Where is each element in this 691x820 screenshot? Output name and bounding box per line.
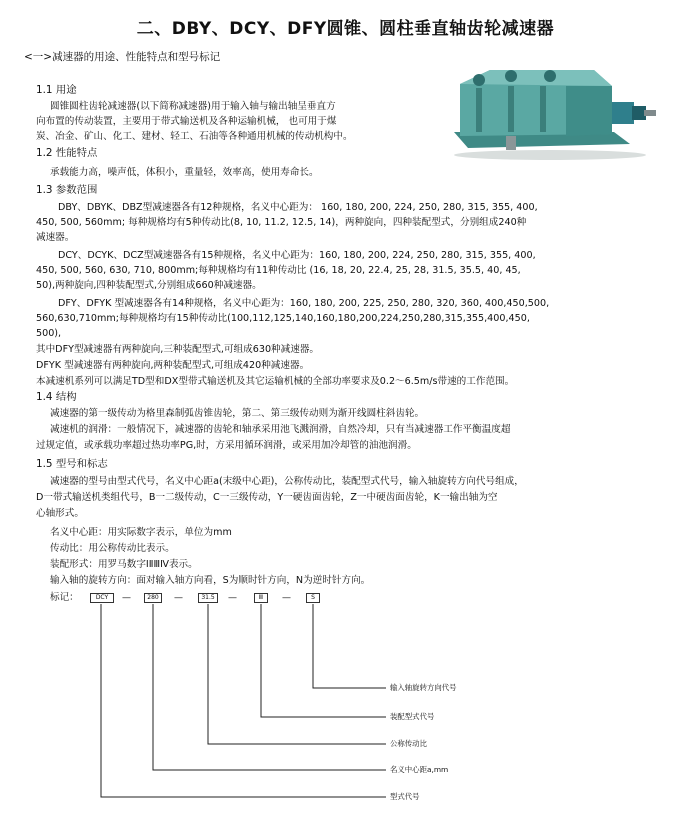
page-title: 二、DBY、DCY、DFY圆锥、圆柱垂直轴齿轮减速器 (136, 19, 555, 39)
marking-box-center: 280 (144, 593, 162, 603)
marking-box-rotation: S (306, 593, 320, 603)
model-line-2: D一带式输送机类组代号，B一二级传动，C一三级传动，Y一硬齿面齿轮，Z一中硬齿面齿轮，K一输出轴为空 (36, 492, 498, 503)
range-line-7: DFY、DFYK 型减速器各有14种规格，名义中心距为：160, 180, 200, 225, 250, 280, 320, 360, 400,450,500, (58, 298, 550, 309)
marking-label: 标记： (50, 592, 79, 603)
model-line-1: 减速器的型号由型式代号，名义中心距a(末级中心距)，公称传动比，装配型式代号，输入轴旋转方向代号组成， (50, 476, 524, 487)
structure-line-3: 过规定值，或承载功率超过热功率PG,时，方采用循环润滑，或采用加冷却管的油池润滑。 (36, 440, 417, 451)
range-line-4: DCY、DCYK、DCZ型减速器各有15种规格，名义中心距为：160, 180, 200, 224, 250, 280, 315, 355, 400, (58, 250, 536, 261)
range-line-6: 50),两种旋向,四种装配型式,分别组成660种减速器。 (36, 280, 262, 291)
marking-box-ratio: 31.5 (198, 593, 218, 603)
model-line-5: 传动比：用公称传动比表示。 (50, 543, 175, 554)
marking-box-type: DCY (90, 593, 114, 603)
usage-line-3: 炭、冶金、矿山、化工、建材、轻工、石油等各种通用机械的传动机构中。 (36, 131, 353, 142)
section-subtitle: <一>减速器的用途、性能特点和型号标记 (24, 51, 221, 63)
range-line-10: 其中DFY型减速器有两种旋向,三种装配型式,可组成630种减速器。 (36, 344, 320, 355)
features-line: 承载能力高，噪声低，体积小，重量轻，效率高，使用寿命长。 (50, 167, 319, 178)
structure-line-2: 减速机的润滑：一般情况下，减速器的齿轮和轴承采用池飞溅润滑，自然冷却，只有当减速器工作平衡温度超 (50, 424, 511, 435)
model-line-6: 装配形式：用罗马数字ⅠⅡⅢⅣ表示。 (50, 559, 198, 570)
range-line-11: DFYK 型减速器有两种旋向,两种装配型式,可组成420种减速器。 (36, 360, 310, 371)
model-line-4: 名义中心距：用实际数字表示，单位为mm (50, 527, 232, 538)
marking-dash-2: — (174, 593, 183, 603)
marking-dash-3: — (228, 593, 237, 603)
model-line-3: 心轴形式。 (36, 508, 84, 519)
structure-line-1: 减速器的第一级传动为格里森制弧齿锥齿轮，第二、第三级传动则为渐开线圆柱斜齿轮。 (50, 408, 425, 419)
heading-1-4: 1.4 结构 (36, 391, 77, 403)
marking-dash-1: — (122, 593, 131, 603)
range-line-5: 450, 500, 560, 630, 710, 800mm;每种规格均有11种传动比 (16, 18, 20, 22.4, 25, 28, 31.5, 35.5, 40, 45, (36, 265, 521, 276)
model-line-7: 输入轴的旋转方向：面对输入轴方向看，S为顺时针方向，N为逆时针方向。 (50, 575, 371, 586)
legend-type-code: 型式代号 (390, 792, 420, 801)
legend-ratio: 公称传动比 (390, 739, 427, 748)
marking-box-assembly: Ⅲ (254, 593, 268, 603)
range-line-1: DBY、DBYK、DBZ型减速器各有12种规格，名义中心距为： 160, 180, 200, 224, 250, 280, 315, 355, 400, (58, 202, 538, 213)
range-line-3: 减速器。 (36, 232, 75, 243)
range-line-12: 本减速机系列可以满足TD型和DX型带式输送机及其它运输机械的全部功率要求及0.2～6.5m/s带速的工作范围。 (36, 376, 515, 387)
legend-assembly-code: 装配型式代号 (390, 712, 435, 721)
range-line-9: 500), (36, 328, 62, 339)
usage-line-1: 圆锥圆柱齿轮减速器(以下简称减速器)用于输入轴与输出轴呈垂直方 (50, 101, 336, 112)
heading-1-1: 1.1 用途 (36, 84, 77, 96)
marking-dash-4: — (282, 593, 291, 603)
heading-1-5: 1.5 型号和标志 (36, 458, 108, 470)
legend-rotation-code: 输入轴旋转方向代号 (390, 683, 457, 692)
legend-center-distance: 名义中心距a,mm (390, 765, 449, 774)
heading-1-3: 1.3 参数范围 (36, 184, 98, 196)
heading-1-2: 1.2 性能特点 (36, 147, 98, 159)
usage-line-2: 向布置的传动装置，主要用于带式输送机及各种运输机械， 也可用于煤 (36, 116, 337, 127)
range-line-2: 450, 500, 560mm; 每种规格均有5种传动比(8, 10, 11.2, 12.5, 14)，两种旋向，四种装配型式，分别组成240种 (36, 217, 527, 228)
range-line-8: 560,630,710mm;每种规格均有15种传动比(100,112,125,140,160,180,200,224,250,280,315,355,400,450, (36, 313, 530, 324)
